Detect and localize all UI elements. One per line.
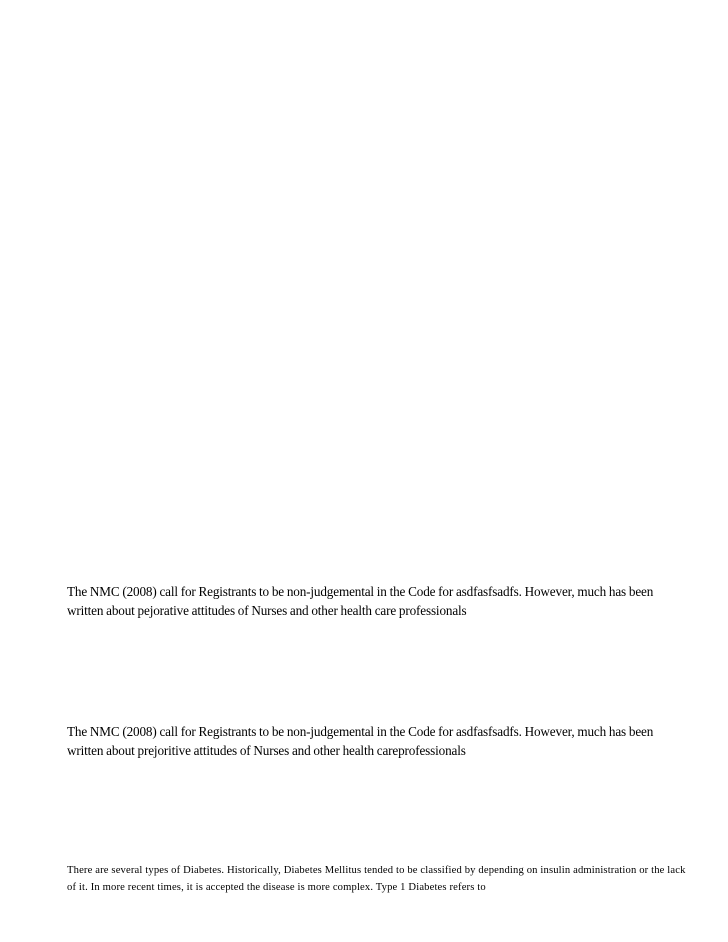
paragraph-diabetes-types: There are several types of Diabetes. Historically, Diabetes Mellitus tended to be classified by depending on insulin administration or the lack of it. In more recent times, it is accepted the disease is more complex. Type 1 Diabetes refers to — [67, 865, 686, 893]
paragraph-nmc-pejorative: The NMC (2008) call for Registrants to be non-judgemental in the Code for asdfasfsadfs. However, much has been written about pejorative attitudes of Nurses and other health care professionals — [67, 584, 654, 618]
paragraph-nmc-prejoritive: The NMC (2008) call for Registrants to be non-judgemental in the Code for asdfasfsadfs. However, much has been written about prejoritive attitudes of Nurses and other health careprofessionals — [67, 724, 654, 758]
